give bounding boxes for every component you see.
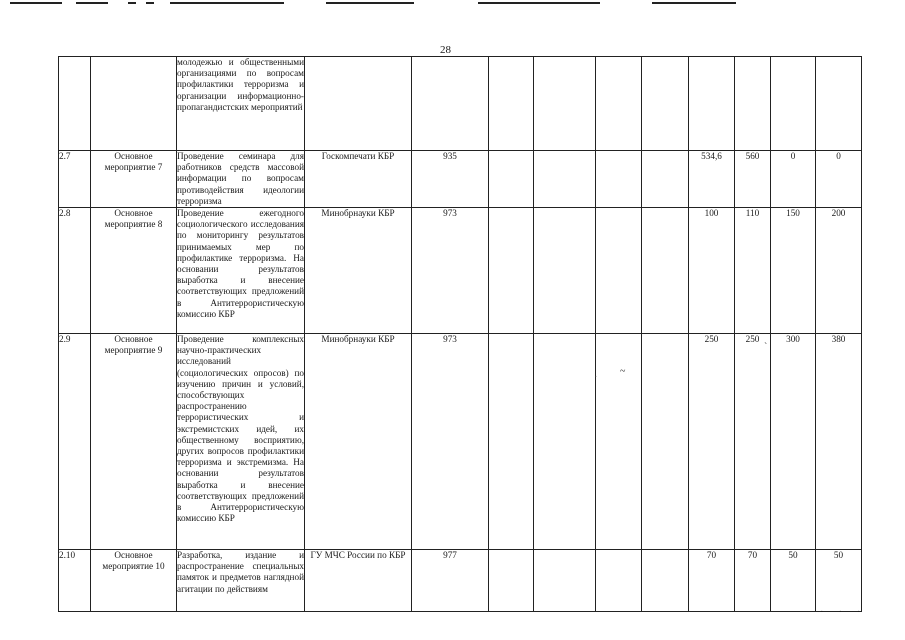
row-description: молодежью и общественными организациями по вопросам профилактики терроризма и организации информационно-пропагандистских мероприятий — [177, 57, 305, 151]
value-cell: 0 — [771, 151, 816, 208]
value-cell: 150 — [771, 208, 816, 334]
scan-artifact-bar — [76, 2, 108, 4]
value-cell: 70 — [689, 550, 735, 612]
value-cell: 50 — [771, 550, 816, 612]
row-description: Проведение семинара для работников средств массовой информации по вопросам противодействия идеологии терроризма — [177, 151, 304, 206]
row-description: Проведение ежегодного социологического исследования по мониторингу результатов принимаемых мер по профилактике терроризма. На основании результатов выработка и внесение соответствующих предложений в Антитеррористическую комиссию КБР — [177, 208, 305, 334]
row-description: Проведение комплексных научно-практических исследований (социологических опросов) по изучению причин и условий, способствующих распространению террористических и экстремистских идей, их общественному восприятию, других вопросов профилактики терроризма и экстремизма. На основании результатов выработка и внесение соответствующих предложений в Антитеррористическую комиссию КБР — [177, 334, 305, 550]
scan-speck: · — [594, 372, 598, 383]
table-row — [59, 208, 862, 334]
scan-artifact-bar — [170, 2, 284, 4]
row-type: Основное мероприятие 7 — [91, 151, 177, 208]
value-cell: 250 — [689, 334, 735, 550]
value-cell: 250 — [735, 334, 771, 550]
row-number: 2.10 — [59, 550, 91, 612]
scan-speck: · · · — [820, 606, 867, 618]
row-code: 973 — [412, 208, 489, 334]
row-code: 973 — [412, 334, 489, 550]
row-code: 977 — [412, 550, 489, 612]
row-number-cell — [59, 57, 91, 151]
row-type: Основное мероприятие 9 — [91, 334, 177, 550]
row-responsible: Минобрнауки КБР — [305, 208, 412, 334]
table-row — [59, 151, 862, 208]
value-cell: 50 — [816, 550, 862, 612]
value-cell: 560 — [735, 151, 771, 208]
scan-artifact-bar — [478, 2, 600, 4]
scan-artifact-bar — [146, 2, 154, 4]
row-responsible: ГУ МЧС России по КБР — [305, 550, 412, 612]
program-table — [58, 56, 862, 612]
row-type: Основное мероприятие 10 — [91, 550, 177, 612]
value-cell: 70 — [735, 550, 771, 612]
table-row — [59, 550, 862, 612]
row-description: Разработка, издание и распространение специальных памяток и предметов наглядной агитации по действиям — [177, 550, 305, 612]
scan-artifact-bar — [326, 2, 414, 4]
row-responsible: Госкомпечати КБР — [305, 151, 412, 208]
value-cell: 534,6 — [689, 151, 735, 208]
value-cell: 100 — [689, 208, 735, 334]
row-code: 935 — [412, 151, 489, 208]
page-number: 28 — [440, 44, 451, 56]
row-type: Основное мероприятие 8 — [91, 208, 177, 334]
value-cell: 380 — [816, 334, 862, 550]
row-responsible: Минобрнауки КБР — [305, 334, 412, 550]
scan-speck: ` — [764, 342, 768, 353]
value-cell: 0 — [816, 151, 862, 208]
scan-artifact-bar — [128, 2, 136, 4]
value-cell: 110 — [735, 208, 771, 334]
row-code — [412, 57, 489, 151]
table-row — [59, 334, 862, 550]
row-responsible — [305, 57, 412, 151]
scan-speck: ~ — [620, 366, 626, 377]
value-cell: 200 — [816, 208, 862, 334]
table-row — [59, 57, 862, 151]
row-number: 2.9 — [59, 334, 91, 550]
row-type-cell — [91, 57, 177, 151]
scan-artifact-bar — [10, 2, 62, 4]
scan-artifact-bar — [652, 2, 736, 4]
row-number: 2.8 — [59, 208, 91, 334]
row-number: 2.7 — [59, 151, 91, 208]
value-cell: 300 — [771, 334, 816, 550]
